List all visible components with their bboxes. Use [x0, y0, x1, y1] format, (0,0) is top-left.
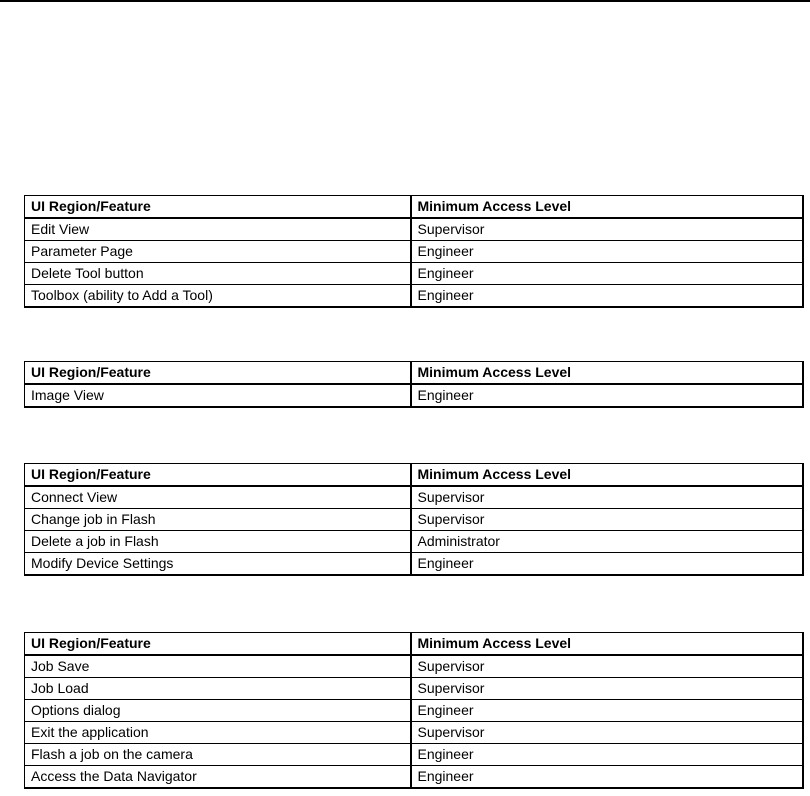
table-row — [25, 384, 803, 407]
level-cell: Supervisor — [411, 655, 803, 678]
table-row — [25, 678, 803, 700]
feature-cell: Job Save — [25, 655, 411, 678]
feature-cell: Exit the application — [25, 722, 411, 744]
header-feature: UI Region/Feature — [25, 362, 411, 385]
level-cell: Engineer — [411, 384, 803, 407]
table-header-row — [25, 633, 803, 656]
table-row — [25, 285, 803, 308]
table-row — [25, 509, 803, 531]
table-header-row — [25, 362, 803, 385]
table-row — [25, 263, 803, 285]
level-cell: Engineer — [411, 553, 803, 576]
level-cell: Supervisor — [411, 218, 803, 241]
feature-cell: Flash a job on the camera — [25, 744, 411, 766]
table-header-row — [25, 464, 803, 487]
header-level: Minimum Access Level — [411, 196, 803, 219]
access-table-image — [24, 361, 804, 408]
table-header-row — [25, 196, 803, 219]
table-row — [25, 553, 803, 576]
access-table-edit — [24, 195, 804, 308]
top-rule — [0, 0, 810, 2]
level-cell: Administrator — [411, 531, 803, 553]
header-level: Minimum Access Level — [411, 362, 803, 385]
feature-cell: Delete Tool button — [25, 263, 411, 285]
level-cell: Supervisor — [411, 678, 803, 700]
access-table-connect — [24, 463, 804, 576]
level-cell: Supervisor — [411, 509, 803, 531]
table-row — [25, 218, 803, 241]
header-level: Minimum Access Level — [411, 633, 803, 656]
table-row — [25, 700, 803, 722]
header-feature: UI Region/Feature — [25, 196, 411, 219]
table-row — [25, 744, 803, 766]
header-level: Minimum Access Level — [411, 464, 803, 487]
level-cell: Engineer — [411, 263, 803, 285]
access-table-application — [24, 632, 804, 789]
table-row — [25, 531, 803, 553]
level-cell: Supervisor — [411, 722, 803, 744]
table-row — [25, 486, 803, 509]
feature-cell: Image View — [25, 384, 411, 407]
level-cell: Engineer — [411, 744, 803, 766]
table-row — [25, 241, 803, 263]
feature-cell: Change job in Flash — [25, 509, 411, 531]
feature-cell: Parameter Page — [25, 241, 411, 263]
header-feature: UI Region/Feature — [25, 464, 411, 487]
feature-cell: Options dialog — [25, 700, 411, 722]
feature-cell: Job Load — [25, 678, 411, 700]
feature-cell: Delete a job in Flash — [25, 531, 411, 553]
level-cell: Engineer — [411, 241, 803, 263]
level-cell: Engineer — [411, 285, 803, 308]
header-feature: UI Region/Feature — [25, 633, 411, 656]
table-row — [25, 722, 803, 744]
table-row — [25, 655, 803, 678]
feature-cell: Edit View — [25, 218, 411, 241]
feature-cell: Toolbox (ability to Add a Tool) — [25, 285, 411, 308]
feature-cell: Access the Data Navigator — [25, 766, 411, 789]
level-cell: Engineer — [411, 766, 803, 789]
level-cell: Supervisor — [411, 486, 803, 509]
feature-cell: Connect View — [25, 486, 411, 509]
feature-cell: Modify Device Settings — [25, 553, 411, 576]
level-cell: Engineer — [411, 700, 803, 722]
table-row — [25, 766, 803, 789]
